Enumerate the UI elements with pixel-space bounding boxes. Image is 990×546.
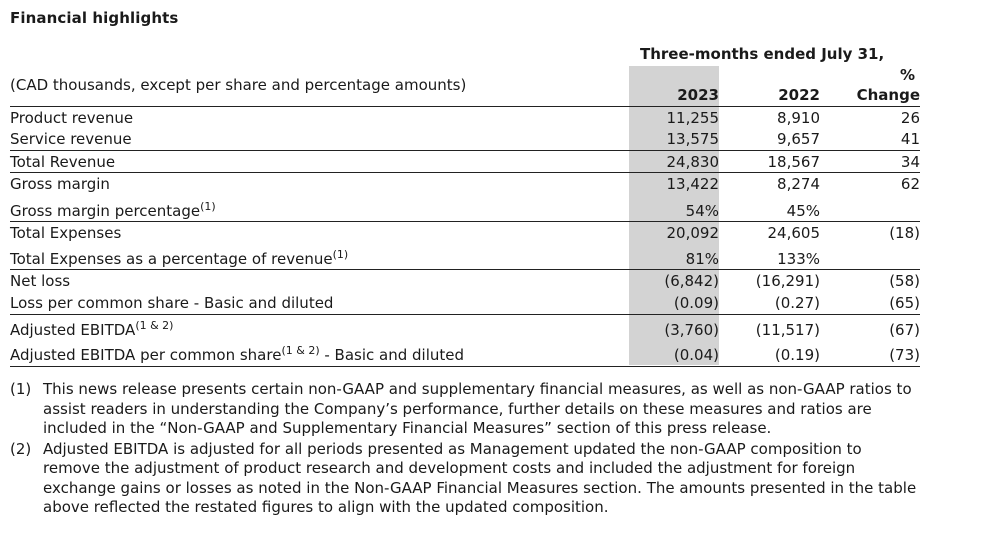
row-label: Total Expenses as a percentage of revenue$^{(1)}$ xyxy=(10,248,349,268)
footnote-item xyxy=(10,440,920,518)
cell-2022: 8,910 xyxy=(777,109,820,127)
cell-change: (58) xyxy=(889,272,920,290)
cell-2022: 133% xyxy=(777,250,820,268)
row-label: Total Revenue xyxy=(10,153,116,171)
table-row xyxy=(10,223,920,242)
row-rule xyxy=(10,314,920,315)
row-label: Net loss xyxy=(10,272,71,290)
row-label: Gross margin xyxy=(10,175,110,193)
cell-change: (73) xyxy=(889,346,920,364)
column-header-2023: 2023 xyxy=(677,86,719,104)
cell-2023: 20,092 xyxy=(666,224,719,242)
table-row xyxy=(10,246,920,268)
cell-change: (18) xyxy=(889,224,920,242)
table-row xyxy=(10,342,920,364)
header-rule xyxy=(10,106,920,107)
cell-change: 26 xyxy=(900,109,920,127)
cell-change: (67) xyxy=(889,321,920,339)
cell-2023: 24,830 xyxy=(666,153,719,171)
column-header-change: Change xyxy=(856,86,920,104)
cell-2022: 45% xyxy=(786,202,820,220)
cell-2022: 9,657 xyxy=(777,130,820,148)
footnote-text: Adjusted EBITDA is adjusted for all periods presented as Management updated the non-GAAP composition to remove the adjustment of product research and development costs and included the adjustment for foreign exchange gains or losses as noted in the Non-GAAP Financial Measures section. The amounts presented in the table above reflected the restated figures to align with the updated composition. xyxy=(43,439,917,516)
cell-2022: 24,605 xyxy=(767,224,820,242)
row-rule xyxy=(10,269,920,270)
cell-2023: (0.04) xyxy=(673,346,719,364)
cell-2022: (16,291) xyxy=(755,272,820,290)
table-row xyxy=(10,108,920,127)
table-row xyxy=(10,271,920,290)
table-bottom-rule xyxy=(10,366,920,367)
row-label: Total Expenses xyxy=(10,224,122,242)
footnotes xyxy=(10,380,920,519)
cell-2022: 8,274 xyxy=(777,175,820,193)
row-label: Adjusted $EBITDA^{(1 \& 2)}$ xyxy=(10,319,174,339)
cell-2023: 81% xyxy=(685,250,719,268)
row-rule xyxy=(10,172,920,173)
table-row xyxy=(10,317,920,339)
cell-2022: (11,517) xyxy=(755,321,820,339)
footnote-text: This news release presents certain non-GAAP and supplementary financial measures, as well as non-GAAP ratios to assist readers in understanding the Company’s performance, further details on these measures and ratios are included in the “Non-GAAP and Supplementary Financial Measures” section of this press release. xyxy=(43,380,912,437)
cell-2023: (0.09) xyxy=(673,294,719,312)
footnote-ref: (1) xyxy=(200,200,216,213)
column-header-2022: 2022 xyxy=(778,86,820,104)
row-label: Product revenue xyxy=(10,109,134,127)
cell-2023: (3,760) xyxy=(664,321,719,339)
page-title: Financial highlights xyxy=(10,9,179,27)
percent-symbol-header: % xyxy=(900,66,916,84)
row-label: Adjusted EBITDA per common share$^{(1 \& 2)}$ - Basic and diluted xyxy=(10,344,465,364)
table-row xyxy=(10,152,920,171)
cell-2022: (0.27) xyxy=(774,294,820,312)
units-note: (CAD thousands, except per share and percentage amounts) xyxy=(10,76,467,94)
footnote-number: (1) xyxy=(10,380,32,398)
cell-2022: 18,567 xyxy=(767,153,820,171)
footnote-ref: (1) xyxy=(332,248,349,261)
cell-2023: 54% xyxy=(685,202,719,220)
table-row xyxy=(10,174,920,193)
row-label: Service revenue xyxy=(10,130,132,148)
row-label: Gross margin percentage$^{(1)}$ xyxy=(10,200,216,220)
cell-2023: (6,842) xyxy=(664,272,719,290)
footnote-ref: (1 & 2) xyxy=(135,319,174,332)
table-row xyxy=(10,129,920,148)
table-row xyxy=(10,198,920,220)
footnote-ref: (1 & 2) xyxy=(281,344,320,357)
row-label: Loss per common share - Basic and diluted xyxy=(10,294,334,312)
cell-2023: 13,422 xyxy=(666,175,719,193)
cell-change: (65) xyxy=(889,294,920,312)
cell-change: 34 xyxy=(900,153,920,171)
table-row xyxy=(10,293,920,312)
footnote-item xyxy=(10,380,920,439)
cell-2022: (0.19) xyxy=(774,346,820,364)
cell-2023: 11,255 xyxy=(666,109,719,127)
cell-change: 62 xyxy=(900,175,920,193)
cell-2023: 13,575 xyxy=(666,130,719,148)
footnote-number: (2) xyxy=(10,439,32,458)
cell-change: 41 xyxy=(900,130,920,148)
period-header: Three-months ended July 31, xyxy=(640,45,885,63)
row-rule xyxy=(10,150,920,151)
row-rule xyxy=(10,221,920,222)
